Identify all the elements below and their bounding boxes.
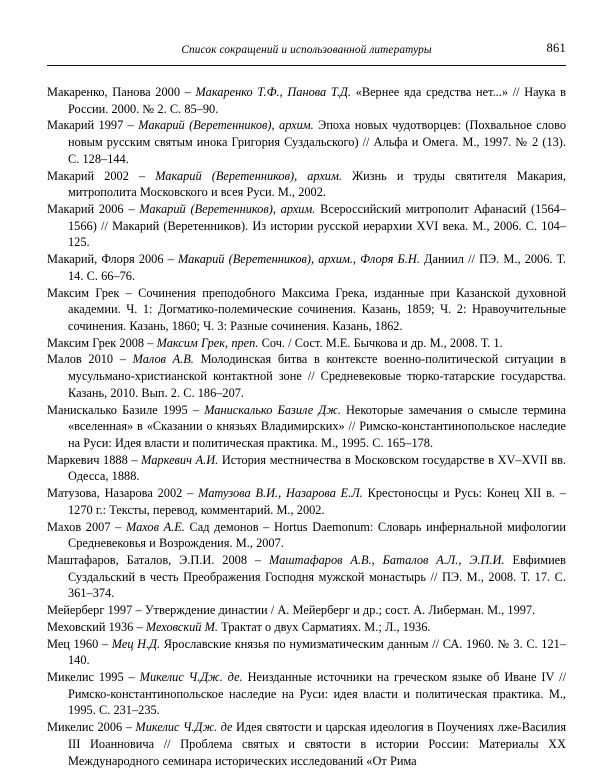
- bibliography-entry: [47, 519, 566, 552]
- entry-authors: Мец Н.Д.: [111, 636, 161, 651]
- entry-authors: Меховский М.: [145, 619, 218, 634]
- entry-description: Сочинения преподобного Максима Грека, изданные при Казанской духовной академии. Ч. 1: Догматико-полемические сочинения. Казань, 1859; Ч. 2: Нравоучительные сочинения. Казань, 1860; Ч. 3: Разные сочинения. Казань, 1862.: [68, 285, 567, 333]
- entry-authors: Манискалько Базиле Дж.: [204, 402, 341, 417]
- bibliography-entry: [47, 452, 566, 485]
- entry-key: Мейерберг 1997: [47, 603, 133, 618]
- bibliography-entry: [47, 602, 566, 619]
- entry-dash: –: [123, 118, 139, 133]
- entry-key: Макаренко, Панова 2000: [47, 85, 180, 99]
- entry-authors: Макаренко Т.Ф., Панова Т.Д.: [195, 85, 351, 99]
- entry-authors: Маштафаров А.В., Баталов А.Л., Э.П.И.: [269, 553, 505, 567]
- entry-dash: –: [122, 720, 136, 735]
- entry-dash: –: [113, 352, 133, 367]
- bibliography-entry: [47, 285, 566, 335]
- entry-key: Макарий 2006: [47, 202, 124, 216]
- entry-dash: –: [182, 486, 199, 501]
- entry-dash: –: [133, 619, 146, 634]
- entry-description: Крестоносцы и Русь: Конец XII в. – 1270 г.: Тексты, перевод, комментарий. М., 2002.: [68, 486, 566, 517]
- entry-key: Матузова, Назарова 2002: [47, 486, 183, 501]
- entry-dash: –: [123, 670, 140, 685]
- entry-key: Максим Грек: [47, 285, 120, 300]
- entry-description: Сад демонов – Hortus Daemonum: Словарь инфернальной мифологии Средневековья и Возрождения. М., 2007.: [68, 519, 567, 551]
- bibliography-entry: [47, 402, 566, 452]
- entry-dash: –: [127, 452, 142, 467]
- entry-dash: –: [187, 402, 205, 417]
- bibliography-entry: [47, 251, 566, 284]
- bibliography-entry: [47, 117, 566, 167]
- entry-dash: –: [128, 168, 156, 183]
- entry-authors: Матузова В.И., Назарова Е.Л.: [198, 486, 363, 501]
- entry-key: Манискалько Базиле 1995: [47, 402, 188, 417]
- entry-description: Эпоха новых чудотворцев: (Похвальное слово новым русским святым инока Григория Суздальского) // Альфа и Омега. М., 1997. № 2 (13). С. 128–144.: [68, 118, 567, 166]
- entry-description: «Вернее яда средства нет...» // Наука в России. 2000. № 2. С. 85–90.: [68, 85, 566, 116]
- entry-authors: Махов А.Е.: [125, 519, 185, 534]
- entry-dash: –: [119, 285, 139, 300]
- entry-dash: –: [163, 252, 179, 267]
- entry-authors: Макарий (Веретенников), архим.: [139, 202, 316, 216]
- entry-authors: Малов А.В.: [132, 352, 194, 367]
- bibliography-entry: [47, 84, 566, 117]
- entry-key: Малов 2010: [47, 352, 114, 367]
- entry-description: Молодинская битва в контексте военно-политической ситуации в мусульмано-христианской контактной зоне // Средневековые тюрко-татарские государства. Казань, 2010. Вып. 2. С. 186–207.: [68, 352, 567, 400]
- entry-dash: –: [132, 603, 145, 618]
- bibliography-entry: [47, 168, 566, 201]
- bibliography-list: [47, 84, 566, 769]
- entry-description: Некоторые замечания о смысле термина «вселенная» в «Сказании о князьях Владимирских» // Римско-константинопольское наследие на Руси: Идея власти и политическая практика. М., 1995. С. 165–178.: [68, 402, 566, 450]
- entry-key: Маштафаров, Баталов, Э.П.И. 2008: [47, 553, 247, 567]
- entry-description: Идея святости и царская идеология в Поучениях лже-Василия III Иоанновича // Проблема святых и святости в истории России: Материалы XX Международного семинара исторических исследований «От Рима: [68, 720, 566, 768]
- bibliography-entry: [47, 636, 566, 669]
- bibliography-entry: [47, 552, 566, 602]
- entry-dash: –: [247, 553, 269, 567]
- entry-key: Максим Грек 2008: [47, 335, 145, 350]
- bibliography-entry: [47, 335, 566, 352]
- entry-key: Мец 1960: [47, 636, 99, 651]
- entry-description: Даниил // ПЭ. М., 2006. Т. 14. С. 66–76.: [68, 252, 567, 283]
- entry-authors: Максим Грек, преп.: [156, 335, 259, 350]
- entry-key: Микелис 2006: [47, 720, 123, 735]
- entry-key: Макарий 1997: [47, 118, 124, 133]
- entry-authors: Макарий (Веретенников), архим.: [138, 118, 314, 133]
- running-head: [47, 41, 566, 56]
- entry-dash: –: [98, 636, 112, 651]
- entry-dash: –: [123, 202, 140, 216]
- bibliography-entry: [47, 201, 566, 251]
- entry-description: Всероссийский митрополит Афанасий (1564–1566) // Макарий (Веретенников). Из истории русской иерархии XVI века. М., 2006. С. 104–125.: [68, 202, 567, 250]
- entry-key: Маркевич 1888: [47, 452, 128, 467]
- entry-key: Микелис 1995: [47, 670, 124, 685]
- bibliography-entry: [47, 619, 566, 636]
- bibliography-entry: [47, 351, 566, 401]
- entry-authors: Микелис Ч.Дж. де.: [139, 670, 243, 685]
- bibliography-entry: [47, 669, 566, 719]
- entry-key: Макарий, Флоря 2006: [47, 252, 164, 267]
- entry-description: Утверждение династии / А. Мейерберг и др.; сост. А. Либерман. М., 1997.: [144, 603, 536, 618]
- entry-dash: –: [144, 335, 157, 350]
- entry-key: Макарий 2002: [47, 168, 129, 183]
- entry-description: Ярославские князья по нумизматическим данным // СА. 1960. № 3. С. 121–140.: [68, 636, 566, 668]
- header-rule: [47, 65, 566, 66]
- entry-authors: Макарий (Веретенников), архим., Флоря Б.Н.: [178, 252, 420, 267]
- entry-description: Неизданные источники на греческом языке об Иване IV // Римско-константинопольское наследие на Руси: идея власти и политическая практика. М., 1995. С. 231–235.: [68, 670, 566, 718]
- entry-description: Жизнь и труды святителя Макария, митрополита Московского и всея Руси. М., 2002.: [68, 168, 567, 200]
- bibliography-entry: [47, 485, 566, 518]
- entry-key: Меховский 1936: [47, 619, 134, 634]
- entry-authors: Микелис Ч.Дж. де: [135, 720, 233, 735]
- entry-dash: –: [110, 519, 126, 534]
- entry-description: Трактат о двух Сарматиях. М.; Л., 1936.: [218, 619, 431, 634]
- entry-authors: Маркевич А.И.: [141, 452, 219, 467]
- running-head-title: Список сокращений и использованной литературы: [181, 44, 432, 56]
- page-number: 861: [546, 41, 566, 55]
- entry-key: Махов 2007: [47, 519, 111, 534]
- bibliography-entry: [47, 719, 566, 769]
- entry-description: Соч. / Сост. М.Е. Бычкова и др. М., 2008. Т. 1.: [258, 335, 503, 350]
- entry-authors: Макарий (Веретенников), архим.: [155, 168, 342, 183]
- entry-description: Евфимиев Суздальский в честь Преображения Господня мужской монастырь // ПЭ. М., 2008. Т. 17. С. 361–374.: [68, 553, 566, 601]
- entry-description: История местничества в Московском государстве в XV–XVII вв. Одесса, 1888.: [68, 452, 567, 484]
- entry-dash: –: [180, 85, 196, 99]
